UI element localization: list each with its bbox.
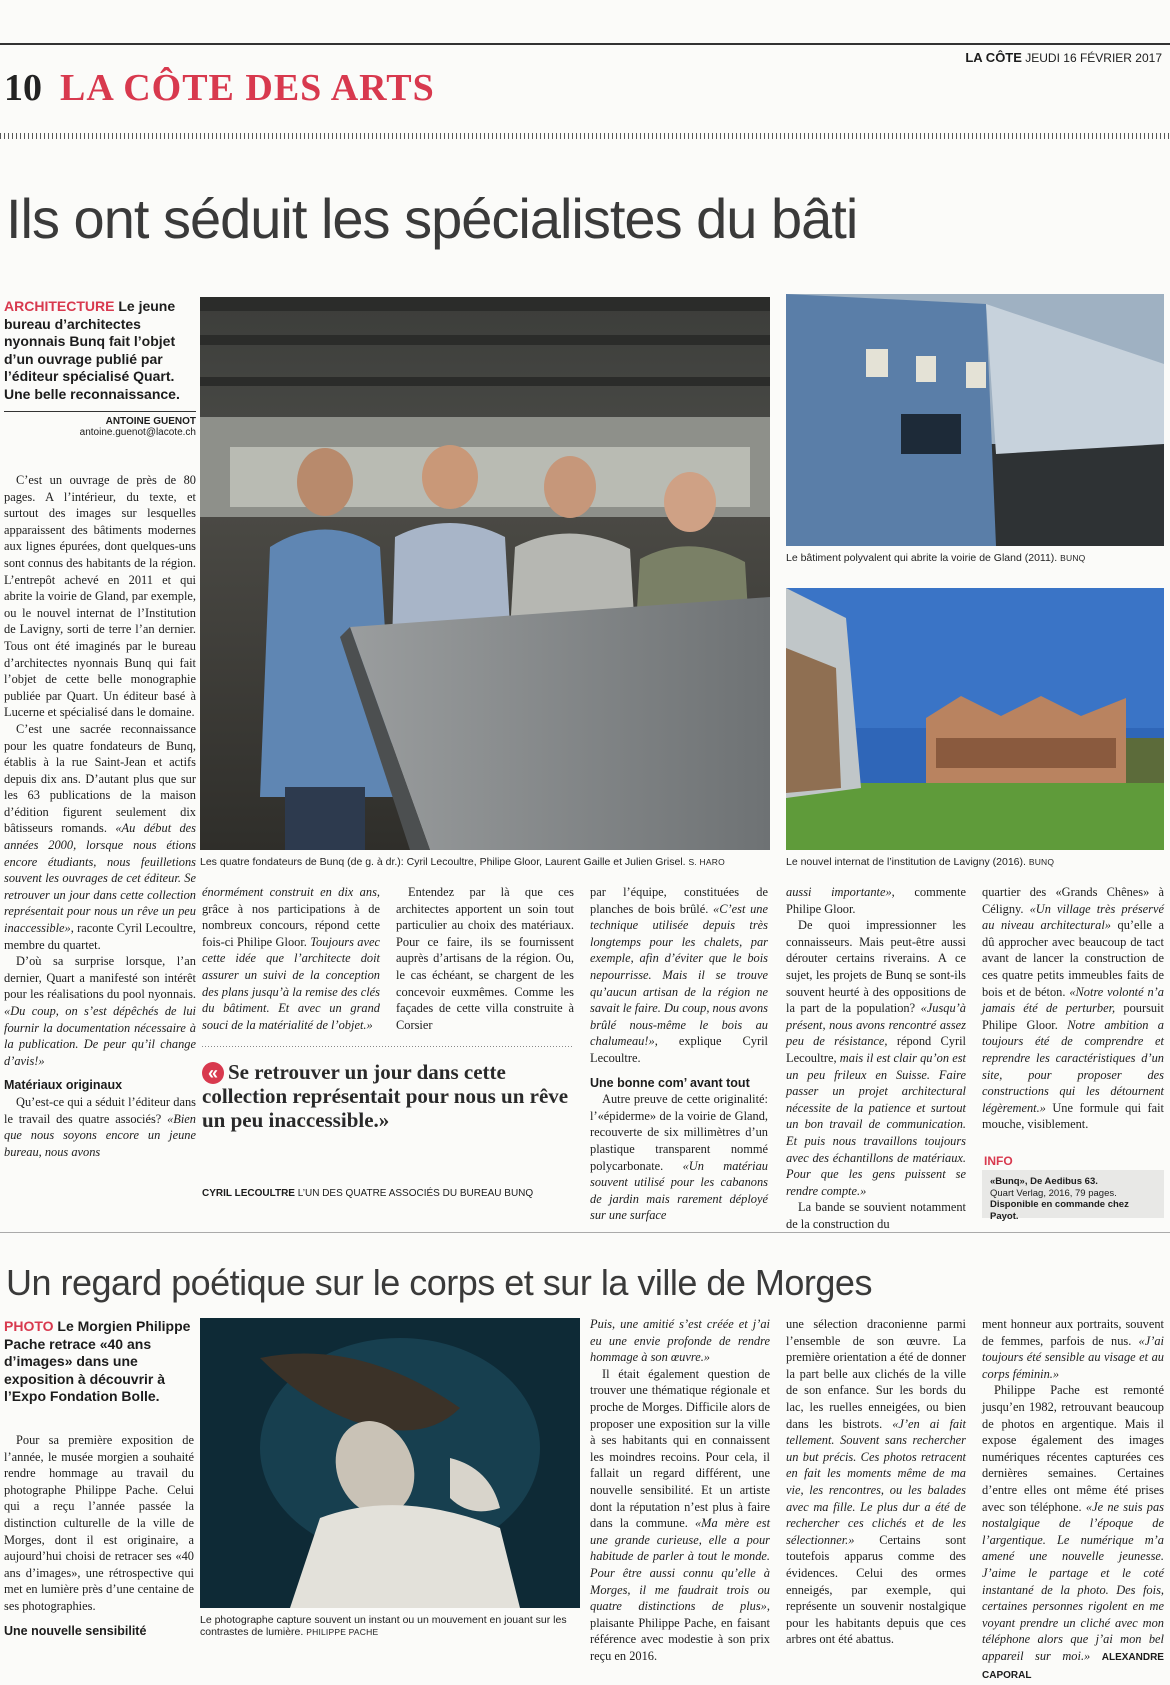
subhead-sensibilite: Une nouvelle sensibilité (4, 1623, 147, 1638)
page-number: 10 (4, 67, 42, 109)
article1-lead-block (4, 298, 196, 438)
article2-headline: Un regard poétique sur le corps et sur la ville de Morges (6, 1262, 872, 1303)
subhead-materiaux: Matériaux originaux (4, 1078, 123, 1093)
article1-column-3: Entendez par là que ces architectes apportent un soin tout particulier au choix des matériaux. Pour ce faire, ils se fournissent auprès d’artisans de la région. Ou, le cas échéant, se chargent de les concevoir euxmêmes. Comme les façades de cette villa construite à Corsier (396, 885, 574, 1032)
top-rule (0, 43, 1170, 45)
subhead-com: Une bonne com’ avant tout (590, 1075, 750, 1090)
article1-column-2: énormément construit en dix ans, grâce à nos participations à de nombreux concours, répond cette fois-ci Philipe Gloor. Toujours avec cette idée que l’architecte doit assurer un suivi de la conception des plans jusqu’à la remise des clés du bâtiment. Et avec un grand souci de la matérialité de l’objet.» (202, 885, 380, 1032)
section-title: LA CÔTE DES ARTS (60, 67, 435, 109)
quote-mark-icon: « (202, 1062, 224, 1084)
article1-column-1: C’est un ouvrage de près de 80 pages. A l’intérieur, du texte, et surtout des images sur lesquelles apparaissent des bâtiments modernes aux lignes épurées, dont quelques-uns sont connus des habitants de la région. L’entrepôt achevé en 2011 et qui abrite la voirie de Gland, par exemple, ou le nouvel internat de l’Institution de Lavigny, sorti de terre l’an dernier. Tous ont été imaginés par le bureau d’architectes nyonnais Bunq qui fait l’objet de cette belle monographie publiée par Quart. Un éditeur basé à Lucerne et spécialisé dans le domaine. C’est une sacrée reconnaissance pour les quatre fondateurs de Bunq, établis à la rue Saint-Jean et actifs depuis dix ans. D’autant plus que sur les 63 publications de la maison d’édition figurent seulement dix bâtisseurs romands. «Au début des années 2000, lorsque nous étions encore étudiants, nous feuilletions souvent les ouvrages de cet éditeur. Se retrouver un jour dans cette collection représentait pour nous un rêve un peu inaccessible», raconte Cyril Lecoultre, membre du quartet. D’où sa surprise lorsque, l’an dernier, Quart a manifesté son intérêt pour les réalisations du pool nyonnais. «Du coup, on s’est dépêchés de lui fournir la documentation nécessaire à la publication. De peur qu’il change d’avis!» Matériaux originaux Qu’est-ce qui a séduit l’éditeur dans le travail des quatre associés? «Bien que nous soyons encore un jeune bureau, nous avons (4, 473, 196, 1159)
article1-headline: Ils ont séduit les spécialistes du bâti (6, 187, 858, 250)
article1-column-5: aussi importante», commente Philipe Gloor. De quoi impressionner les connaisseurs. Mais peut-être aussi dérouter certains riverains. A ce sujet, les projets de Bunq se sont-ils souvent heurté à des oppositions de la part de la population? «Jusqu’à présent, nous avons rencontré assez peu de résistance, répond Cyril Lecoultre, mais il est clair qu’on est un peu frileux en Suisse. Faire passer un projet architectural nécessite de la patience et surtout un bon travail de communication. Et puis nous travaillons toujours avec des échantillons de matériaux. Pour que les gens puissent se rendre compte.» La bande se souvient notamment de la construction du (786, 885, 967, 1231)
paper-name: LA CÔTE (965, 50, 1022, 65)
photo-voirie-gland (786, 294, 1164, 546)
caption-pache: Le photographe capture souvent un instant ou un mouvement en jouant sur les contrastes de lumière. PHILIPPE PACHE (200, 1614, 567, 1638)
article2-column-5: ment honneur aux portraits, souvent de femmes, parfois de nus. «J’ai toujours été sensible au visage et au corps féminin.» Philippe Pache est remonté jusqu’en 1982, retrouvant beaucoup de photos en argentique. Mais il expose également des images numériques récentes capturées ces dernières semaines. Certaines d’entre elles ont même été prises avec son téléphone. «Je ne suis pas nostalgique de l’époque de l’argentique. Le numérique m’a amené une nouvelle jeunesse. J’aime le partage et le coté instantané de la photo. Des fois, certaines personnes rigolent en me voyant prendre un cliché avec mon téléphone alors que j’ai mon bel appareil sur moi.» ALEXANDRE CAPORAL (982, 1317, 1164, 1682)
quote-top-rule (202, 1046, 574, 1047)
article2-column-3: Puis, une amitié s’est créée et j’ai eu une envie profonde de rendre hommage à son œuvre.» Il était également question de trouver une thématique régionale et proche de Morges. Difficile alors de proposer une exposition sur la ville à ses habitants qui en connaissent les moindres recoins. Pour cela, il fallait un regard différent, une nouvelle sensibilité. Et un artiste dont la réputation n’est plus à faire dans la commune. «Ma mère est une grande curieuse, elle a pour habitude de parler à tout le monde. Pour être aussi connu qu’elle à Morges, il me faudrait trois ou quatre distinctions de plus», plaisante Philippe Pache, en faisant référence avec modestie à son prix reçu en 2016. (590, 1317, 771, 1663)
caption-voirie-gland: Le bâtiment polyvalent qui abrite la voirie de Gland (2011). BUNQ (786, 552, 1086, 564)
article1-lead: ARCHITECTURE Le jeune bureau d’architectes nyonnais Bunq fait l’objet d’un ouvrage publié par l’éditeur spécialisé Quart. Une belle reconnaissance. (4, 298, 180, 402)
photo-internat-lavigny (786, 588, 1164, 850)
pull-quote-author: CYRIL LECOULTRE L’UN DES QUATRE ASSOCIÉS DU BUREAU BUNQ (202, 1188, 534, 1199)
photo-pache-portrait (200, 1318, 580, 1608)
caption-four-founders: Les quatre fondateurs de Bunq (de g. à dr.): Cyril Lecoultre, Philipe Gloor, Laurent Gaille et Julien Grisel. S. HARO (200, 856, 725, 868)
caption-internat-lavigny: Le nouvel internat de l’institution de Lavigny (2016). BUNQ (786, 856, 1055, 868)
article1-byline: ANTOINE GUENOT antoine.guenot@lacote.ch (79, 416, 196, 438)
info-label: INFO (984, 1154, 1013, 1168)
pull-quote: « Se retrouver un jour dans cette collection représentait pour nous un rêve un peu inaccessible.» (202, 1060, 569, 1132)
info-box: «Bunq», De Aedibus 63. Quart Verlag, 2016, 79 pages. Disponible en commande chez Payot. (982, 1170, 1164, 1218)
article2-lead: PHOTO Le Morgien Philippe Pache retrace «40 ans d’images» dans une exposition à découvrir à l’Expo Fondation Bolle. (4, 1318, 191, 1404)
lead-divider (4, 411, 196, 412)
article2-author: ALEXANDRE CAPORAL (982, 1651, 1164, 1682)
article2-column-4: une sélection draconienne parmi l’ensemble de son œuvre. La première orientation a été de donner la part belle aux clichés de la ville de son enfance. Sur les bords du lac, les ruelles enneigées, ou bien dans les bistrots. «J’en ai fait tellement. Souvent sans rechercher un but précis. Ces photos retracent en fait les moments même de ma vie, les rencontres, ou les balades avec ma fille. Le plus dur a été de rechercher ces clichés et de les sélectionner.» Certains sont toutefois apparus comme des évidences. Celui des ormes enneigés, par exemple, qui représente un souvenir nostalgique pour les habitants depuis que ces arbres ont été abattus. (786, 1317, 966, 1647)
author-email[interactable]: antoine.guenot@lacote.ch (79, 427, 196, 438)
article2-kicker: PHOTO (4, 1318, 54, 1334)
article2-column-1: Pour sa première exposition de l’année, le musée morgien a souhaité rendre hommage au travail du photographe Philippe Pache. Celui qui a reçu l’année passée la distinction culturelle de la ville de Morges, dont il est originaire, a aujourd’hui choisi de retracer ses «40 ans d’images», une rétrospective qui met en lumière près d’une centaine de ses photographies. Une nouvelle sensibilité (4, 1433, 194, 1638)
article-separator (0, 1232, 1170, 1233)
photo-four-founders (200, 297, 770, 850)
section-rule (0, 133, 1170, 139)
article1-column-4: par l’équipe, constituées de planches de bois brûlé. «C’est une technique utilisée depuis très longtemps pour les chalets, par exemple, afin d’éviter que le bois nepourrisse. Mais il se trouve qu’aucun artisan de la région ne savait le faire. Du coup, nous avons brûlé nous-même le bois au chalumeau!», explique Cyril Lecoultre. Une bonne com’ avant tout Autre preuve de cette originalité: l’«épiderme» de la voirie de Gland, recouverte de six millimètres d’un plastique transparent nommé polycarbonate. «Un matériau souvent utilisé pour les cabanons de jardin mais rarement déployé sur une surface (590, 885, 768, 1223)
issue-date: JEUDI 16 FÉVRIER 2017 (1025, 51, 1162, 65)
article1-column-6: quartier des «Grands Chênes» à Céligny. «Un village très préservé au niveau architectural» qu’elle a dû approcher avec beaucoup de tact avant de lancer la construction de ces quatre petits immeubles faits de bois et de béton. «Notre volonté n’a jamais été de perturber, poursuit Philipe Gloor. Notre ambition a toujours été de comprendre et reprendre les caractéristiques d’un site, pour proposer des constructions qui les détournent légèrement.» Une formule qui fait mouche, visiblement. (982, 885, 1164, 1132)
article1-kicker: ARCHITECTURE (4, 298, 115, 314)
masthead (965, 50, 1162, 65)
